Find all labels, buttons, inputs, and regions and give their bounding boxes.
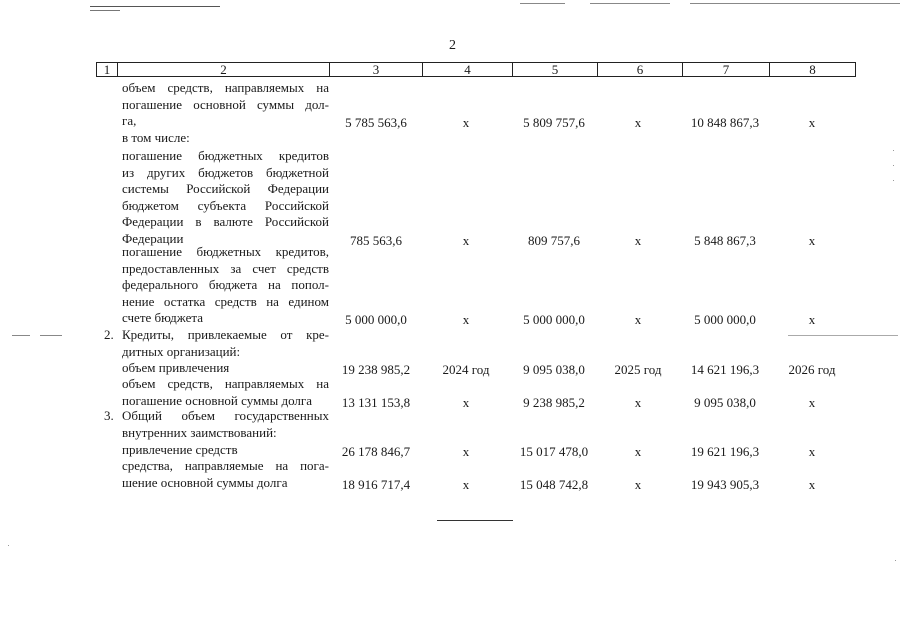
header-cell: 4	[422, 63, 512, 76]
scan-artifact-line	[90, 6, 220, 7]
scan-artifact-dot	[8, 545, 9, 546]
value-cell: 19 943 905,3	[690, 476, 760, 492]
row-description	[122, 80, 329, 130]
description-line: Федерации в валюте Российской	[122, 214, 329, 229]
description-line: погашение бюджетных кредитов,	[122, 244, 329, 259]
value-cell: 9 095 038,0	[694, 394, 756, 410]
scan-artifact-line	[590, 3, 670, 4]
description-line: нение остатка средств на едином	[122, 293, 329, 309]
value-cell: x	[462, 232, 470, 248]
value-cell: x	[462, 115, 470, 130]
value-cell: x	[808, 312, 816, 327]
value-cell: 26 178 846,7	[341, 444, 411, 459]
value-cell: x	[808, 115, 816, 130]
description-line: федерального бюджета на попол-	[122, 277, 329, 292]
value-cell: x	[634, 444, 642, 459]
header-cell: 6	[597, 63, 682, 76]
description-line: погашение основной суммы долга	[122, 392, 313, 408]
header-cell: 8	[769, 63, 855, 76]
value-cell: 785 563,6	[350, 232, 402, 248]
description-line: Кредиты, привлекаемые от кре-	[122, 327, 329, 342]
header-cell: 3	[329, 63, 422, 76]
row-description	[122, 148, 329, 247]
row-description	[122, 376, 329, 409]
description-line: Общий объем государственных	[122, 408, 329, 423]
value-cell: x	[462, 394, 470, 410]
value-cell: x	[634, 232, 642, 248]
scan-artifact-dot	[895, 560, 896, 561]
value-cell: 2025 год	[614, 362, 662, 377]
value-cell: x	[462, 476, 470, 492]
value-cell: 5 848 867,3	[694, 232, 756, 248]
value-cell: 15 048 742,8	[519, 476, 589, 492]
value-cell: 5 785 563,6	[345, 115, 407, 130]
section-number: 2.	[104, 327, 114, 342]
header-cell: 1	[103, 62, 111, 77]
value-cell: 9 095 038,0	[523, 362, 585, 377]
value-cell: 13 131 153,8	[341, 394, 411, 410]
description-line: системы Российской Федерации	[122, 181, 329, 196]
section-number: 3.	[104, 408, 114, 423]
header-cell: 7	[682, 63, 769, 76]
value-cell: x	[808, 232, 816, 248]
value-cell: 19 621 196,3	[690, 444, 760, 459]
scan-artifact-dot	[893, 180, 894, 181]
value-cell: 2024 год	[442, 362, 490, 377]
value-cell: 5 000 000,0	[345, 312, 407, 327]
description-line: привлечение средств	[122, 442, 238, 457]
value-cell: 9 238 985,2	[523, 394, 585, 410]
value-cell: x	[634, 476, 642, 492]
description-line: объем средств, направляемых на	[122, 376, 329, 391]
value-cell: 10 848 867,3	[690, 115, 760, 130]
description-line: предоставленных за счет средств	[122, 260, 329, 276]
description-line: погашение основной суммы дол-	[122, 96, 329, 112]
row-description	[122, 442, 329, 459]
description-line: погашение бюджетных кредитов	[122, 148, 329, 163]
scan-artifact-line	[520, 3, 565, 4]
scan-artifact-line	[12, 335, 30, 336]
row-description	[122, 130, 329, 147]
value-cell: 19 238 985,2	[341, 362, 411, 377]
description-line: Федерации	[122, 230, 184, 246]
value-cell: x	[634, 394, 642, 410]
scan-artifact-line	[788, 335, 898, 336]
value-cell: 5 000 000,0	[523, 312, 585, 327]
value-cell: x	[808, 476, 816, 492]
end-rule	[437, 520, 513, 521]
scan-artifact-line	[40, 335, 62, 336]
value-cell: x	[808, 394, 816, 410]
row-description	[122, 458, 329, 491]
value-cell: 14 621 196,3	[690, 362, 760, 377]
description-line: в том числе:	[122, 130, 190, 145]
row-description	[122, 408, 329, 441]
value-cell: 15 017 478,0	[519, 444, 589, 459]
description-line: из других бюджетов бюджетной	[122, 164, 329, 180]
description-line: дитных организаций:	[122, 343, 241, 359]
description-line: объем привлечения	[122, 360, 230, 375]
description-line: объем средств, направляемых на	[122, 80, 329, 95]
value-cell: 2026 год	[788, 362, 836, 377]
value-cell: x	[634, 115, 642, 130]
description-line: га,	[122, 113, 137, 128]
description-line: шение основной суммы долга	[122, 474, 288, 490]
value-cell: 5 000 000,0	[694, 312, 756, 327]
value-cell: x	[634, 312, 642, 327]
description-line: внутренних заимствований:	[122, 424, 277, 440]
description-line: счете бюджета	[122, 310, 203, 325]
description-line: бюджетом субъекта Российской	[122, 197, 329, 213]
scan-artifact-line	[690, 3, 900, 4]
value-cell: 809 757,6	[528, 232, 580, 248]
scan-artifact-line	[90, 10, 120, 11]
value-cell: x	[462, 312, 470, 327]
value-cell: 5 809 757,6	[523, 115, 585, 130]
header-cell: 5	[512, 63, 597, 76]
scan-artifact-dot	[893, 165, 894, 166]
value-cell: x	[462, 444, 470, 459]
row-description	[122, 244, 329, 327]
scan-artifact-dot	[893, 150, 894, 151]
row-description	[122, 327, 329, 360]
header-cell: 2	[117, 63, 329, 76]
value-cell: x	[808, 444, 816, 459]
description-line: средства, направляемые на пога-	[122, 458, 329, 473]
value-cell: 18 916 717,4	[341, 476, 411, 492]
page-number: 2	[449, 38, 456, 53]
row-description	[122, 360, 329, 377]
table-header-row	[96, 62, 856, 77]
